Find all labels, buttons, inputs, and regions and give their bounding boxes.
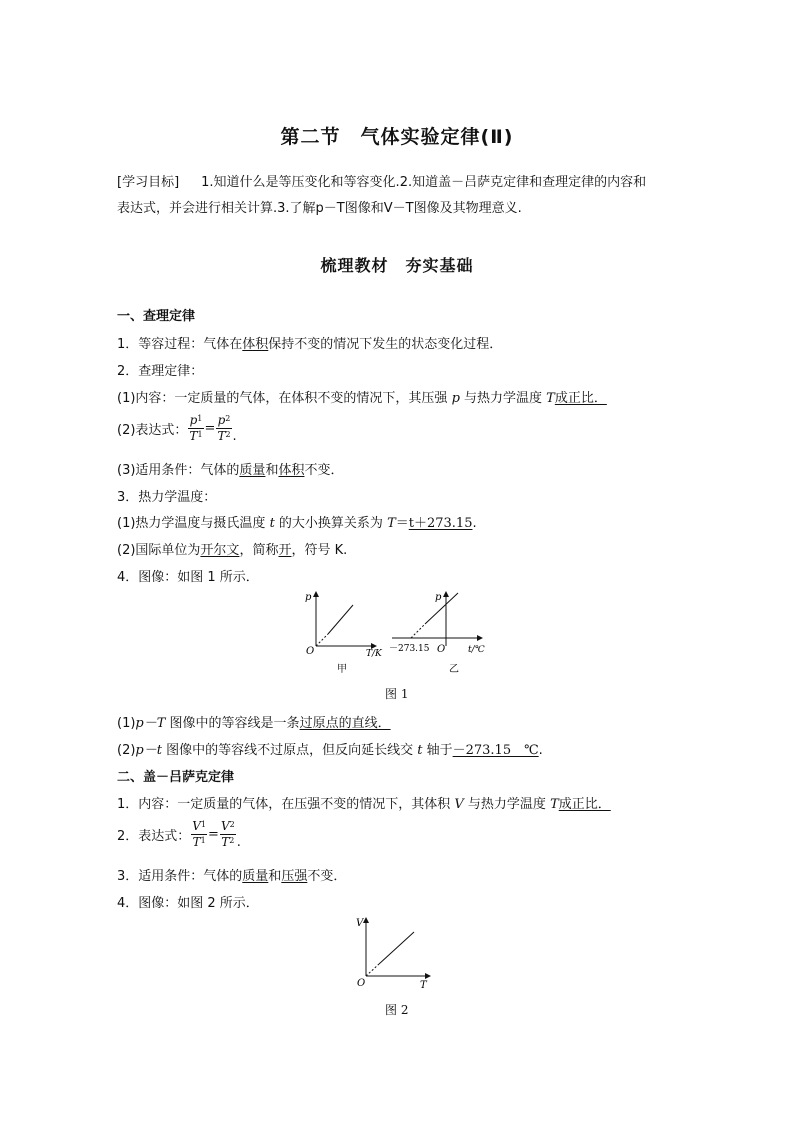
part1-heading: 一、查理定律 <box>117 309 196 324</box>
blank-answer: 过原点的直线． <box>299 716 391 731</box>
figure-2-graph <box>350 914 440 992</box>
text: 与热力学温度 <box>459 391 547 406</box>
text: 3．适用条件：气体的 <box>117 869 243 884</box>
period: . <box>236 835 241 850</box>
sup: 1 <box>200 820 207 829</box>
origin-label: O <box>437 644 446 655</box>
blank-answer: 成正比． <box>558 797 611 812</box>
part1-item3: 3．热力学温度： <box>117 490 217 505</box>
sup: 2 <box>229 820 235 829</box>
symbol-t: t <box>269 516 275 531</box>
part2-item4: 4．图像：如图 2 所示． <box>117 896 259 911</box>
den: T <box>221 835 230 849</box>
page-title: 第二节 气体实验定律(Ⅱ) <box>280 126 514 148</box>
text: (2) <box>117 743 136 758</box>
text: 2．表达式： <box>117 829 191 844</box>
sup: 1 <box>200 836 206 845</box>
text: 1．等容过程：气体在 <box>117 337 243 352</box>
isochoric-line <box>425 593 458 624</box>
text: (3)适用条件：气体的 <box>117 463 240 478</box>
text: ，简称 <box>239 543 279 558</box>
fraction-p2-T2 <box>216 413 231 444</box>
x-label: T/K <box>366 649 382 659</box>
graph-name: 乙 <box>449 664 459 675</box>
origin-label: O <box>306 646 315 657</box>
sup: 2 <box>229 836 235 845</box>
text: (1)热力学温度与摄氏温度 <box>117 516 270 531</box>
text: 不变． <box>307 869 347 884</box>
text: (2)国际单位为 <box>117 543 201 558</box>
text: 轴于 <box>422 743 453 758</box>
symbol-pT: p－T <box>135 716 166 731</box>
period: . <box>538 743 543 758</box>
fraction-V1-T1 <box>191 819 207 850</box>
text: 图像中的等容线不过原点，但反向延长线交 <box>161 743 418 758</box>
num: p <box>189 413 198 427</box>
text: 与热力学温度 <box>463 797 551 812</box>
blank-answer: 质量 <box>242 869 269 884</box>
text: 的大小换算关系为 <box>274 516 388 531</box>
equals: = <box>204 421 216 436</box>
symbol-T: T <box>387 516 396 531</box>
den: T <box>192 835 201 849</box>
text: 和 <box>265 463 279 478</box>
sup: 1 <box>197 414 203 423</box>
part1-item4: 4．图像：如图 1 所示． <box>117 570 259 585</box>
part1-conversion <box>117 512 477 531</box>
goals-line-1: 1.知道什么是等压变化和等容变化.2.知道盖－吕萨克定律和查理定律的内容和 <box>201 175 647 190</box>
part2-content <box>117 793 611 812</box>
symbol-p: p <box>451 391 460 406</box>
num: V <box>192 819 201 833</box>
figure-1-graphs <box>296 588 496 680</box>
isobaric-line <box>379 932 414 964</box>
figure-1-caption: 图 1 <box>385 687 409 701</box>
isochoric-line <box>328 605 353 634</box>
num: p <box>217 413 226 427</box>
blank-answer: 质量 <box>239 463 266 478</box>
symbol-T: T <box>546 391 555 406</box>
blank-answer: 压强 <box>281 869 308 884</box>
part1-note2 <box>117 739 543 758</box>
text: 图像中的等容线是一条 <box>165 716 300 731</box>
blank-answer: 开 <box>278 543 292 558</box>
part2-heading: 二、盖－吕萨克定律 <box>117 770 235 785</box>
part1-item1 <box>117 333 502 352</box>
sup: 2 <box>225 430 231 439</box>
figure-2-caption: 图 2 <box>385 1003 409 1017</box>
sup: 1 <box>197 430 203 439</box>
blank-answer: t＋273.15 <box>408 516 473 531</box>
dashed-extension <box>316 634 328 646</box>
origin-label: O <box>357 978 366 989</box>
period: . <box>232 429 237 444</box>
x-label: T <box>420 980 427 991</box>
dashed-extension <box>366 964 379 976</box>
x-label: t/℃ <box>468 645 485 655</box>
graph-p-T <box>305 592 383 675</box>
learning-goals <box>117 170 687 222</box>
intercept-label: －273.15 <box>389 644 430 654</box>
figure-1 <box>296 588 496 684</box>
text: 保持不变的情况下发生的状态变化过程． <box>268 337 503 352</box>
text: ，符号 K. <box>291 543 348 558</box>
blank-answer: 体积 <box>242 337 269 352</box>
sup: 2 <box>225 414 231 423</box>
fraction-p1-T1 <box>188 413 203 444</box>
symbol-t: t <box>417 743 423 758</box>
num: V <box>220 819 230 833</box>
part2-expression <box>117 819 241 850</box>
text: (1) <box>117 716 136 731</box>
text: 和 <box>268 869 282 884</box>
text: (2)表达式： <box>117 423 188 438</box>
symbol-pt: p－t <box>135 743 162 758</box>
y-label: p <box>305 592 312 603</box>
part1-item2: 2．查理定律： <box>117 364 204 379</box>
text: 1．内容：一定质量的气体，在压强不变的情况下，其体积 <box>117 797 455 812</box>
equals: = <box>208 827 219 842</box>
section-title: 梳理教材 夯实基础 <box>320 256 474 275</box>
goals-tag: [学习目标] <box>117 175 180 190</box>
part1-expression <box>117 413 237 444</box>
blank-answer: －273.15 ℃ <box>452 743 539 758</box>
text: (1)内容：一定质量的气体，在体积不变的情况下，其压强 <box>117 391 452 406</box>
den: T <box>189 429 198 443</box>
blank-answer: 成正比． <box>554 391 607 406</box>
symbol-V: V <box>454 797 464 812</box>
symbol-T: T <box>550 797 559 812</box>
blank-answer: 体积 <box>278 463 305 478</box>
y-label: p <box>435 592 442 603</box>
part1-content <box>117 387 607 406</box>
graph-p-t <box>389 592 486 675</box>
part2-condition <box>117 865 346 884</box>
part1-note1 <box>117 712 391 731</box>
part1-unit <box>117 539 347 558</box>
dashed-extension <box>411 624 425 638</box>
graph-name: 甲 <box>337 664 347 675</box>
equals: ＝ <box>395 516 409 531</box>
part1-condition <box>117 459 343 478</box>
text: 不变． <box>304 463 344 478</box>
blank-answer: 开尔文 <box>200 543 240 558</box>
y-label: V <box>356 918 364 929</box>
goals-line-2: 表达式，并会进行相关计算.3.了解p－T图像和V－T图像及其物理意义. <box>117 201 522 216</box>
fraction-V2-T2 <box>220 819 236 850</box>
den: T <box>217 429 226 443</box>
figure-2 <box>350 914 440 996</box>
period: . <box>472 516 477 531</box>
